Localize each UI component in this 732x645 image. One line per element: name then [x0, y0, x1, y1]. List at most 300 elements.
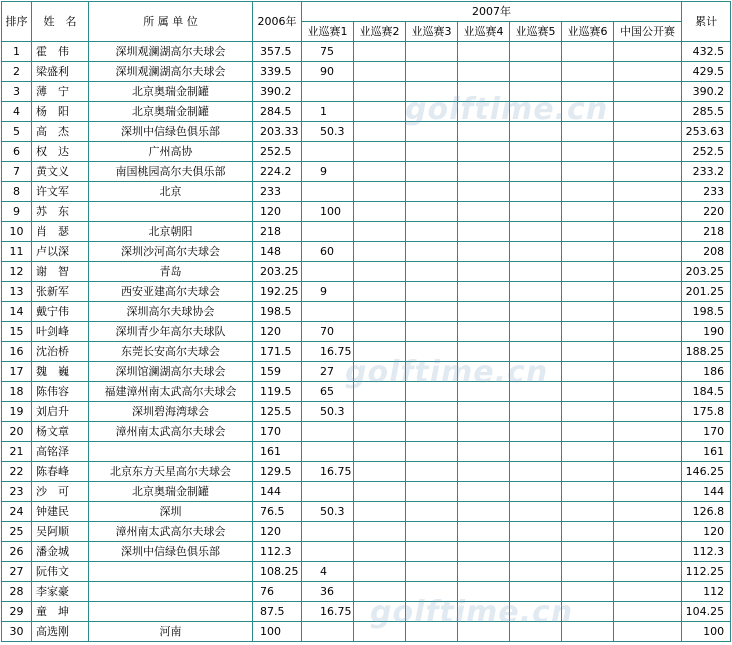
rank-cell: 12 — [2, 262, 32, 282]
header-total: 累计 — [682, 2, 731, 42]
unit-cell: 深圳沙河高尔夫球会 — [89, 242, 253, 262]
event-2-cell — [354, 542, 406, 562]
event-6-cell — [562, 602, 614, 622]
score-2006-cell: 339.5 — [253, 62, 302, 82]
china-open-cell — [614, 182, 682, 202]
event-6-cell — [562, 382, 614, 402]
event-6-cell — [562, 342, 614, 362]
header-2007: 2007年 — [302, 2, 682, 22]
unit-cell: 北京东方天星高尔夫球会 — [89, 462, 253, 482]
event-1-cell — [302, 422, 354, 442]
event-1-cell: 16.75 — [302, 602, 354, 622]
event-3-cell — [406, 242, 458, 262]
event-2-cell — [354, 42, 406, 62]
china-open-cell — [614, 62, 682, 82]
event-6-cell — [562, 622, 614, 642]
event-3-cell — [406, 322, 458, 342]
unit-cell: 深圳馆澜湖高尔夫球会 — [89, 362, 253, 382]
table-row — [2, 122, 731, 142]
score-2006-cell: 171.5 — [253, 342, 302, 362]
china-open-cell — [614, 602, 682, 622]
event-1-cell — [302, 442, 354, 462]
total-cell: 208 — [682, 242, 731, 262]
event-2-cell — [354, 182, 406, 202]
rank-cell: 25 — [2, 522, 32, 542]
score-2006-cell: 119.5 — [253, 382, 302, 402]
name-cell: 沈治桥 — [32, 342, 89, 362]
name-cell: 杨 阳 — [32, 102, 89, 122]
table-row — [2, 342, 731, 362]
event-1-cell: 70 — [302, 322, 354, 342]
score-2006-cell: 76.5 — [253, 502, 302, 522]
event-3-cell — [406, 342, 458, 362]
event-2-cell — [354, 222, 406, 242]
total-cell: 146.25 — [682, 462, 731, 482]
name-cell: 高选刚 — [32, 622, 89, 642]
china-open-cell — [614, 202, 682, 222]
rank-cell: 23 — [2, 482, 32, 502]
china-open-cell — [614, 282, 682, 302]
event-2-cell — [354, 202, 406, 222]
event-5-cell — [510, 262, 562, 282]
table-row — [2, 442, 731, 462]
event-1-cell: 4 — [302, 562, 354, 582]
event-3-cell — [406, 162, 458, 182]
total-cell: 252.5 — [682, 142, 731, 162]
table-row — [2, 242, 731, 262]
total-cell: 233 — [682, 182, 731, 202]
header-event-3: 业巡赛3 — [406, 22, 458, 42]
event-3-cell — [406, 422, 458, 442]
event-3-cell — [406, 62, 458, 82]
event-1-cell — [302, 622, 354, 642]
event-5-cell — [510, 362, 562, 382]
event-2-cell — [354, 62, 406, 82]
china-open-cell — [614, 482, 682, 502]
event-2-cell — [354, 402, 406, 422]
name-cell: 薄 宁 — [32, 82, 89, 102]
event-5-cell — [510, 282, 562, 302]
event-4-cell — [458, 242, 510, 262]
china-open-cell — [614, 522, 682, 542]
table-row — [2, 562, 731, 582]
ranking-table — [1, 1, 731, 642]
table-row — [2, 422, 731, 442]
event-5-cell — [510, 602, 562, 622]
event-6-cell — [562, 102, 614, 122]
event-1-cell: 100 — [302, 202, 354, 222]
event-3-cell — [406, 182, 458, 202]
score-2006-cell: 192.25 — [253, 282, 302, 302]
name-cell: 李家豪 — [32, 582, 89, 602]
score-2006-cell: 252.5 — [253, 142, 302, 162]
score-2006-cell: 233 — [253, 182, 302, 202]
header-event-4: 业巡赛4 — [458, 22, 510, 42]
event-4-cell — [458, 582, 510, 602]
name-cell: 陈春峰 — [32, 462, 89, 482]
event-1-cell: 16.75 — [302, 462, 354, 482]
event-5-cell — [510, 322, 562, 342]
total-cell: 253.63 — [682, 122, 731, 142]
china-open-cell — [614, 462, 682, 482]
total-cell: 429.5 — [682, 62, 731, 82]
unit-cell: 深圳青少年高尔夫球队 — [89, 322, 253, 342]
rank-cell: 19 — [2, 402, 32, 422]
event-4-cell — [458, 382, 510, 402]
table-row — [2, 62, 731, 82]
watermark: golftime.cn — [370, 595, 574, 630]
event-2-cell — [354, 562, 406, 582]
china-open-cell — [614, 622, 682, 642]
unit-cell: 福建漳州南太武高尔夫球会 — [89, 382, 253, 402]
rank-cell: 13 — [2, 282, 32, 302]
event-5-cell — [510, 442, 562, 462]
china-open-cell — [614, 302, 682, 322]
event-1-cell — [302, 482, 354, 502]
table-row — [2, 102, 731, 122]
score-2006-cell: 120 — [253, 322, 302, 342]
event-4-cell — [458, 462, 510, 482]
event-6-cell — [562, 242, 614, 262]
total-cell: 285.5 — [682, 102, 731, 122]
event-6-cell — [562, 262, 614, 282]
score-2006-cell: 144 — [253, 482, 302, 502]
event-6-cell — [562, 202, 614, 222]
unit-cell: 深圳中信绿色俱乐部 — [89, 542, 253, 562]
event-4-cell — [458, 362, 510, 382]
total-cell: 170 — [682, 422, 731, 442]
unit-cell: 北京朝阳 — [89, 222, 253, 242]
event-4-cell — [458, 342, 510, 362]
event-4-cell — [458, 262, 510, 282]
china-open-cell — [614, 142, 682, 162]
event-3-cell — [406, 382, 458, 402]
event-2-cell — [354, 382, 406, 402]
table-row — [2, 602, 731, 622]
rank-cell: 11 — [2, 242, 32, 262]
event-2-cell — [354, 302, 406, 322]
event-1-cell: 16.75 — [302, 342, 354, 362]
name-cell: 苏 东 — [32, 202, 89, 222]
total-cell: 390.2 — [682, 82, 731, 102]
event-2-cell — [354, 142, 406, 162]
name-cell: 权 达 — [32, 142, 89, 162]
header-rank: 排序 — [2, 2, 32, 42]
score-2006-cell: 357.5 — [253, 42, 302, 62]
total-cell: 175.8 — [682, 402, 731, 422]
rank-cell: 4 — [2, 102, 32, 122]
event-5-cell — [510, 582, 562, 602]
rank-cell: 21 — [2, 442, 32, 462]
event-1-cell: 36 — [302, 582, 354, 602]
rank-cell: 2 — [2, 62, 32, 82]
total-cell: 120 — [682, 522, 731, 542]
header-2006: 2006年 — [253, 2, 302, 42]
score-2006-cell: 203.33 — [253, 122, 302, 142]
score-2006-cell: 120 — [253, 202, 302, 222]
event-1-cell: 90 — [302, 62, 354, 82]
score-2006-cell: 112.3 — [253, 542, 302, 562]
event-5-cell — [510, 122, 562, 142]
china-open-cell — [614, 102, 682, 122]
event-6-cell — [562, 322, 614, 342]
rank-cell: 15 — [2, 322, 32, 342]
event-1-cell: 50.3 — [302, 122, 354, 142]
rank-cell: 18 — [2, 382, 32, 402]
name-cell: 谢 智 — [32, 262, 89, 282]
table-row — [2, 302, 731, 322]
china-open-cell — [614, 242, 682, 262]
event-3-cell — [406, 142, 458, 162]
rank-cell: 17 — [2, 362, 32, 382]
event-6-cell — [562, 522, 614, 542]
event-4-cell — [458, 282, 510, 302]
event-2-cell — [354, 262, 406, 282]
event-1-cell — [302, 542, 354, 562]
score-2006-cell: 129.5 — [253, 462, 302, 482]
rank-cell: 1 — [2, 42, 32, 62]
event-4-cell — [458, 222, 510, 242]
event-3-cell — [406, 582, 458, 602]
score-2006-cell: 148 — [253, 242, 302, 262]
event-6-cell — [562, 42, 614, 62]
event-5-cell — [510, 382, 562, 402]
name-cell: 高铭泽 — [32, 442, 89, 462]
event-1-cell: 75 — [302, 42, 354, 62]
rank-cell: 6 — [2, 142, 32, 162]
name-cell: 霍 伟 — [32, 42, 89, 62]
event-6-cell — [562, 482, 614, 502]
event-5-cell — [510, 42, 562, 62]
table-row — [2, 362, 731, 382]
event-1-cell: 50.3 — [302, 402, 354, 422]
event-6-cell — [562, 142, 614, 162]
rank-cell: 14 — [2, 302, 32, 322]
unit-cell — [89, 562, 253, 582]
total-cell: 201.25 — [682, 282, 731, 302]
table-row — [2, 142, 731, 162]
header-unit: 所 属 单 位 — [89, 2, 253, 42]
event-5-cell — [510, 462, 562, 482]
total-cell: 144 — [682, 482, 731, 502]
china-open-cell — [614, 402, 682, 422]
event-5-cell — [510, 222, 562, 242]
name-cell: 肖 瑟 — [32, 222, 89, 242]
name-cell: 黄文义 — [32, 162, 89, 182]
event-6-cell — [562, 302, 614, 322]
event-4-cell — [458, 622, 510, 642]
event-4-cell — [458, 522, 510, 542]
name-cell: 吴阿顺 — [32, 522, 89, 542]
unit-cell: 深圳中信绿色俱乐部 — [89, 122, 253, 142]
china-open-cell — [614, 502, 682, 522]
total-cell: 100 — [682, 622, 731, 642]
event-4-cell — [458, 122, 510, 142]
event-5-cell — [510, 562, 562, 582]
event-4-cell — [458, 482, 510, 502]
china-open-cell — [614, 582, 682, 602]
name-cell: 潘金城 — [32, 542, 89, 562]
event-2-cell — [354, 362, 406, 382]
rank-cell: 26 — [2, 542, 32, 562]
header-event-2: 业巡赛2 — [354, 22, 406, 42]
total-cell: 186 — [682, 362, 731, 382]
rank-cell: 28 — [2, 582, 32, 602]
event-3-cell — [406, 262, 458, 282]
event-3-cell — [406, 42, 458, 62]
score-2006-cell: 170 — [253, 422, 302, 442]
event-1-cell — [302, 82, 354, 102]
total-cell: 112.3 — [682, 542, 731, 562]
event-4-cell — [458, 82, 510, 102]
total-cell: 161 — [682, 442, 731, 462]
event-5-cell — [510, 82, 562, 102]
rank-cell: 8 — [2, 182, 32, 202]
event-5-cell — [510, 142, 562, 162]
event-1-cell: 50.3 — [302, 502, 354, 522]
event-6-cell — [562, 82, 614, 102]
event-1-cell: 27 — [302, 362, 354, 382]
unit-cell — [89, 602, 253, 622]
event-3-cell — [406, 442, 458, 462]
china-open-cell — [614, 42, 682, 62]
event-5-cell — [510, 622, 562, 642]
score-2006-cell: 284.5 — [253, 102, 302, 122]
table-row — [2, 82, 731, 102]
unit-cell: 北京奥瑞金制罐 — [89, 82, 253, 102]
rank-cell: 9 — [2, 202, 32, 222]
name-cell: 刘启升 — [32, 402, 89, 422]
header-event-6: 业巡赛6 — [562, 22, 614, 42]
event-4-cell — [458, 102, 510, 122]
event-3-cell — [406, 102, 458, 122]
table-row — [2, 522, 731, 542]
unit-cell: 深圳观澜湖高尔夫球会 — [89, 62, 253, 82]
event-5-cell — [510, 422, 562, 442]
score-2006-cell: 198.5 — [253, 302, 302, 322]
rank-cell: 7 — [2, 162, 32, 182]
score-2006-cell: 76 — [253, 582, 302, 602]
event-1-cell — [302, 302, 354, 322]
china-open-cell — [614, 342, 682, 362]
table-row — [2, 322, 731, 342]
event-2-cell — [354, 162, 406, 182]
table-body — [2, 42, 731, 642]
total-cell: 218 — [682, 222, 731, 242]
rank-cell: 30 — [2, 622, 32, 642]
unit-cell: 北京奥瑞金制罐 — [89, 482, 253, 502]
event-1-cell: 65 — [302, 382, 354, 402]
table-row — [2, 262, 731, 282]
score-2006-cell: 87.5 — [253, 602, 302, 622]
event-1-cell: 1 — [302, 102, 354, 122]
score-2006-cell: 390.2 — [253, 82, 302, 102]
name-cell: 阮伟文 — [32, 562, 89, 582]
event-3-cell — [406, 522, 458, 542]
event-2-cell — [354, 442, 406, 462]
event-5-cell — [510, 342, 562, 362]
event-5-cell — [510, 522, 562, 542]
event-6-cell — [562, 542, 614, 562]
event-6-cell — [562, 122, 614, 142]
name-cell: 叶剑峰 — [32, 322, 89, 342]
china-open-cell — [614, 562, 682, 582]
unit-cell: 漳州南太武高尔夫球会 — [89, 522, 253, 542]
total-cell: 203.25 — [682, 262, 731, 282]
unit-cell: 南国桃园高尔夫俱乐部 — [89, 162, 253, 182]
event-3-cell — [406, 282, 458, 302]
event-2-cell — [354, 502, 406, 522]
name-cell: 梁盛利 — [32, 62, 89, 82]
table-row — [2, 42, 731, 62]
table-row — [2, 622, 731, 642]
event-3-cell — [406, 202, 458, 222]
score-2006-cell: 203.25 — [253, 262, 302, 282]
name-cell: 童 坤 — [32, 602, 89, 622]
event-4-cell — [458, 142, 510, 162]
event-1-cell — [302, 182, 354, 202]
event-3-cell — [406, 462, 458, 482]
event-2-cell — [354, 122, 406, 142]
event-1-cell — [302, 522, 354, 542]
event-4-cell — [458, 302, 510, 322]
rank-cell: 5 — [2, 122, 32, 142]
table-row — [2, 282, 731, 302]
event-5-cell — [510, 102, 562, 122]
event-1-cell — [302, 142, 354, 162]
china-open-cell — [614, 222, 682, 242]
event-4-cell — [458, 62, 510, 82]
event-6-cell — [562, 402, 614, 422]
event-3-cell — [406, 602, 458, 622]
event-3-cell — [406, 502, 458, 522]
name-cell: 陈伟容 — [32, 382, 89, 402]
event-2-cell — [354, 462, 406, 482]
name-cell: 高 杰 — [32, 122, 89, 142]
table-row — [2, 382, 731, 402]
event-4-cell — [458, 562, 510, 582]
event-1-cell: 60 — [302, 242, 354, 262]
table-row — [2, 482, 731, 502]
unit-cell — [89, 442, 253, 462]
event-5-cell — [510, 182, 562, 202]
unit-cell: 青岛 — [89, 262, 253, 282]
event-4-cell — [458, 202, 510, 222]
china-open-cell — [614, 442, 682, 462]
name-cell: 沙 可 — [32, 482, 89, 502]
event-2-cell — [354, 622, 406, 642]
event-2-cell — [354, 522, 406, 542]
event-6-cell — [562, 222, 614, 242]
event-5-cell — [510, 62, 562, 82]
total-cell: 184.5 — [682, 382, 731, 402]
name-cell: 钟建民 — [32, 502, 89, 522]
name-cell: 魏 巍 — [32, 362, 89, 382]
event-4-cell — [458, 162, 510, 182]
event-3-cell — [406, 542, 458, 562]
event-4-cell — [458, 422, 510, 442]
score-2006-cell: 120 — [253, 522, 302, 542]
total-cell: 112 — [682, 582, 731, 602]
china-open-cell — [614, 322, 682, 342]
event-4-cell — [458, 42, 510, 62]
score-2006-cell: 108.25 — [253, 562, 302, 582]
event-6-cell — [562, 62, 614, 82]
table-row — [2, 402, 731, 422]
score-2006-cell: 224.2 — [253, 162, 302, 182]
china-open-cell — [614, 162, 682, 182]
event-4-cell — [458, 602, 510, 622]
